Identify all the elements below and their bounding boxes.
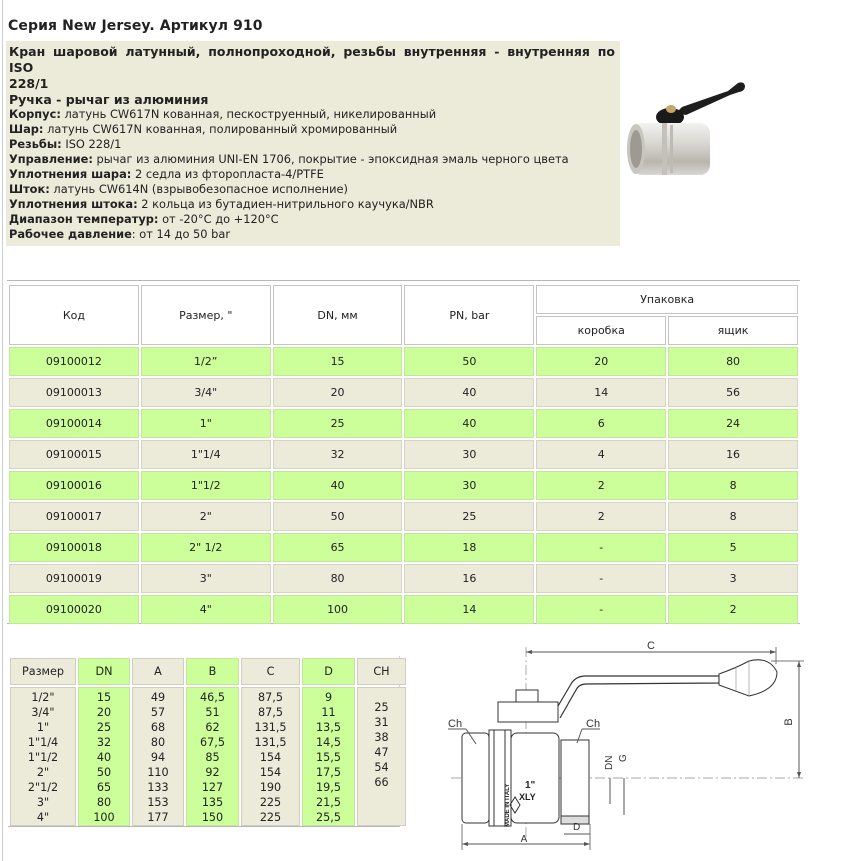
cell-pn: 25 [404, 502, 534, 531]
dims-value: 2" [36, 766, 50, 779]
body-center [511, 733, 559, 823]
dims-value: 62 [205, 721, 220, 734]
spec-item [9, 137, 615, 152]
cell-code: 09100018 [9, 533, 139, 562]
dims-value: 131,5 [254, 721, 287, 734]
cell-box: 6 [536, 409, 666, 438]
dims-value: 9 [324, 691, 333, 704]
header-pn: PN, bar [404, 285, 534, 345]
page-left-border [2, 0, 3, 861]
model-mark: XLY [519, 792, 536, 802]
cell-code: 09100014 [9, 409, 139, 438]
dim-label-dn: DN [604, 755, 615, 770]
dims-value: 100 [93, 811, 115, 824]
dims-column-a [132, 687, 184, 826]
dims-column-b [186, 687, 239, 826]
cell-dn: 20 [273, 378, 403, 407]
dimensions-table [8, 656, 408, 828]
spec-label: Управление: [9, 152, 93, 166]
header-dn: DN, мм [273, 285, 403, 345]
header-crate: ящик [668, 316, 798, 345]
dims-value: 2"1/2 [27, 781, 59, 794]
cell-pn: 16 [404, 564, 534, 593]
cell-crate: 2 [668, 595, 798, 624]
dim-label-b: B [783, 718, 795, 726]
table-row [9, 471, 798, 500]
cell-box: 2 [536, 502, 666, 531]
table-row [9, 409, 798, 438]
spec-label: Шар: [9, 122, 44, 136]
dims-value: 110 [147, 766, 169, 779]
cell-size: 1"1/4 [141, 440, 271, 469]
cell-code: 09100019 [9, 564, 139, 593]
cell-pn: 40 [404, 409, 534, 438]
table-row [9, 502, 798, 531]
cell-dn: 40 [273, 471, 403, 500]
cell-box: 14 [536, 378, 666, 407]
cell-dn: 50 [273, 502, 403, 531]
dims-value: 4" [36, 811, 50, 824]
cell-code: 09100020 [9, 595, 139, 624]
dims-value: 67,5 [200, 736, 225, 749]
product-table [7, 283, 800, 626]
cell-pn: 40 [404, 378, 534, 407]
cell-code: 09100013 [9, 378, 139, 407]
dims-value: 20 [96, 706, 112, 719]
dims-value: 154 [259, 751, 282, 764]
spec-item [9, 107, 615, 122]
dims-value: 21,5 [316, 796, 341, 809]
dims-header-ch: CH [357, 658, 406, 685]
cell-crate: 8 [668, 471, 798, 500]
cell-code: 09100017 [9, 502, 139, 531]
cell-code: 09100012 [9, 347, 139, 376]
spec-list [9, 107, 615, 242]
dims-value: 17,5 [316, 766, 341, 779]
dims-value: 31 [374, 716, 389, 729]
cell-box: 2 [536, 471, 666, 500]
dims-header-a: A [132, 658, 184, 685]
dims-value: 54 [374, 761, 389, 774]
dims-value: 1" [36, 721, 50, 734]
dimensions-table-frame [8, 656, 400, 827]
dims-value: 87,5 [258, 691, 283, 704]
dims-value: 190 [259, 781, 282, 794]
spec-value: латунь CW617N кованная, полированный хромированный [43, 122, 398, 136]
cell-code: 09100015 [9, 440, 139, 469]
lever-handle [551, 676, 719, 718]
dims-value: 85 [205, 751, 220, 764]
cell-box: - [536, 533, 666, 562]
dims-header-c: C [241, 658, 300, 685]
dims-column-size [10, 687, 76, 826]
table-row [9, 347, 798, 376]
dims-value: 1/2" [31, 691, 55, 704]
cell-crate: 56 [668, 378, 798, 407]
cell-size: 1/2” [141, 347, 271, 376]
cell-pn: 18 [404, 533, 534, 562]
cell-size: 2" 1/2 [141, 533, 271, 562]
dims-value: 150 [201, 811, 224, 824]
body-right-hex [561, 740, 589, 816]
cell-size: 3/4" [141, 378, 271, 407]
cell-crate: 80 [668, 347, 798, 376]
cell-dn: 25 [273, 409, 403, 438]
dims-value: 131,5 [254, 736, 287, 749]
cell-pn: 30 [404, 440, 534, 469]
ball-valve-photo [626, 75, 796, 200]
cell-crate: 3 [668, 564, 798, 593]
dims-column-c [241, 687, 300, 826]
spec-value: : от 14 до 50 bar [131, 227, 231, 241]
valve-technical-drawing [436, 632, 816, 860]
cell-dn: 100 [273, 595, 403, 624]
dims-value: 68 [150, 721, 166, 734]
dims-value: 225 [259, 796, 282, 809]
cell-dn: 65 [273, 533, 403, 562]
cell-box: 20 [536, 347, 666, 376]
dims-value: 49 [150, 691, 166, 704]
spec-item [9, 182, 615, 197]
dims-value: 135 [201, 796, 224, 809]
spec-label: Шток: [9, 182, 50, 196]
dims-value: 38 [374, 731, 389, 744]
dims-value: 40 [96, 751, 112, 764]
cell-pn: 14 [404, 595, 534, 624]
dims-value: 25 [374, 701, 389, 714]
spec-item [9, 152, 615, 167]
header-size: Размер, " [141, 285, 271, 345]
cell-pn: 30 [404, 471, 534, 500]
product-description [6, 41, 620, 246]
product-table-frame [7, 280, 800, 624]
dims-value: 14,5 [316, 736, 341, 749]
ch-right-label: Ch [586, 718, 601, 730]
dims-header-b: B [186, 658, 239, 685]
table-row [9, 440, 798, 469]
dims-value: 46,5 [200, 691, 225, 704]
product-heading [9, 44, 615, 108]
dims-value: 225 [259, 811, 282, 824]
dims-header-size: Размер [10, 658, 76, 685]
cell-crate: 8 [668, 502, 798, 531]
spec-value: латунь CW617N кованная, пескоструенный, никелированный [60, 107, 437, 121]
dims-value: 80 [150, 736, 166, 749]
cell-size: 2" [141, 502, 271, 531]
cell-size: 1"1/2 [141, 471, 271, 500]
dims-value: 57 [150, 706, 166, 719]
spec-label: Рабочее давление [9, 227, 132, 241]
dims-value: 25 [96, 721, 112, 734]
cell-dn: 15 [273, 347, 403, 376]
product-heading-line3: Ручка - рычаг из алюминия [9, 92, 209, 107]
dim-label-c: C [647, 640, 655, 652]
spec-value: рычаг из алюминия UNI-EN 1706, покрытие - эпоксидная эмаль черного цвета [92, 152, 569, 166]
dims-value: 65 [96, 781, 112, 794]
dims-value: 47 [374, 746, 389, 759]
body-left-hex [462, 733, 489, 823]
header-box: коробка [536, 316, 666, 345]
dims-value: 92 [205, 766, 220, 779]
dims-value: 50 [96, 766, 112, 779]
spec-value: от -20°C до +120°C [158, 212, 279, 226]
table-row [9, 564, 798, 593]
ch-left-label: Ch [448, 718, 463, 730]
dims-value: 11 [321, 706, 336, 719]
header-code: Код [9, 285, 139, 345]
spec-label: Уплотнения штока: [9, 197, 138, 211]
spec-value: 2 седла из фторопласта-4/PTFE [131, 167, 324, 181]
dims-value: 15 [96, 691, 112, 704]
dims-value: 80 [96, 796, 112, 809]
origin-mark: MADE IN ITALY [505, 783, 511, 827]
dim-label-d: D [573, 822, 581, 833]
stem-nut [516, 690, 538, 702]
dims-value: 154 [259, 766, 282, 779]
table-row [9, 595, 798, 624]
page-title: Серия New Jersey. Артикул 910 [8, 18, 263, 34]
cell-dn: 80 [273, 564, 403, 593]
dims-value: 1"1/4 [27, 736, 59, 749]
dims-value: 177 [147, 811, 169, 824]
spec-item [9, 227, 615, 242]
dims-value: 19,5 [316, 781, 341, 794]
table-row [9, 533, 798, 562]
spec-label: Корпус: [9, 107, 61, 121]
spec-item [9, 167, 615, 182]
spec-value: латунь CW614N (взрывобезопасное исполнение) [49, 182, 348, 196]
spec-item [9, 197, 615, 212]
table-row [9, 378, 798, 407]
cell-size: 3" [141, 564, 271, 593]
dims-value: 66 [374, 776, 389, 789]
dims-value: 13,5 [316, 721, 341, 734]
dims-value: 1"1/2 [27, 751, 59, 764]
spec-label: Уплотнения шара: [9, 167, 132, 181]
cell-size: 4" [141, 595, 271, 624]
cell-crate: 5 [668, 533, 798, 562]
dims-value: 94 [150, 751, 166, 764]
spec-item [9, 212, 615, 227]
cell-crate: 24 [668, 409, 798, 438]
lever-grip [719, 660, 777, 696]
stem-collar [498, 702, 558, 722]
cell-dn: 32 [273, 440, 403, 469]
spec-label: Диапазон температур: [9, 212, 159, 226]
cell-box: - [536, 564, 666, 593]
dims-value: 3/4" [31, 706, 55, 719]
dims-value: 51 [205, 706, 220, 719]
spec-value: ISO 228/1 [61, 137, 122, 151]
dims-header-dn: DN [78, 658, 130, 685]
cell-box: 4 [536, 440, 666, 469]
dims-value: 3" [36, 796, 50, 809]
cell-crate: 16 [668, 440, 798, 469]
size-mark: 1" [525, 780, 536, 791]
dim-label-a: A [520, 834, 528, 845]
dims-value: 15,5 [316, 751, 341, 764]
dim-label-g: G [618, 754, 629, 762]
dims-value: 32 [96, 736, 112, 749]
cell-pn: 50 [404, 347, 534, 376]
dims-header-d: D [302, 658, 355, 685]
cell-code: 09100016 [9, 471, 139, 500]
dims-value: 153 [147, 796, 169, 809]
dims-column-ch [357, 687, 406, 826]
dims-value: 127 [201, 781, 224, 794]
header-packaging: Упаковка [536, 285, 798, 314]
cell-box: - [536, 595, 666, 624]
spec-item [9, 122, 615, 137]
dims-value: 133 [147, 781, 169, 794]
cell-size: 1" [141, 409, 271, 438]
dims-value: 87,5 [258, 706, 283, 719]
spec-value: 2 кольца из бутадиен-нитрильного каучука/NBR [137, 197, 434, 211]
dims-value: 25,5 [316, 811, 341, 824]
dims-column-d [302, 687, 355, 826]
spec-label: Резьбы: [9, 137, 62, 151]
product-heading-line1: Кран шаровой латунный, полнопроходной, резьбы внутренняя - внутренняя по ISO [9, 44, 615, 75]
product-heading-line2: 228/1 [9, 76, 49, 91]
dims-column-dn [78, 687, 130, 826]
